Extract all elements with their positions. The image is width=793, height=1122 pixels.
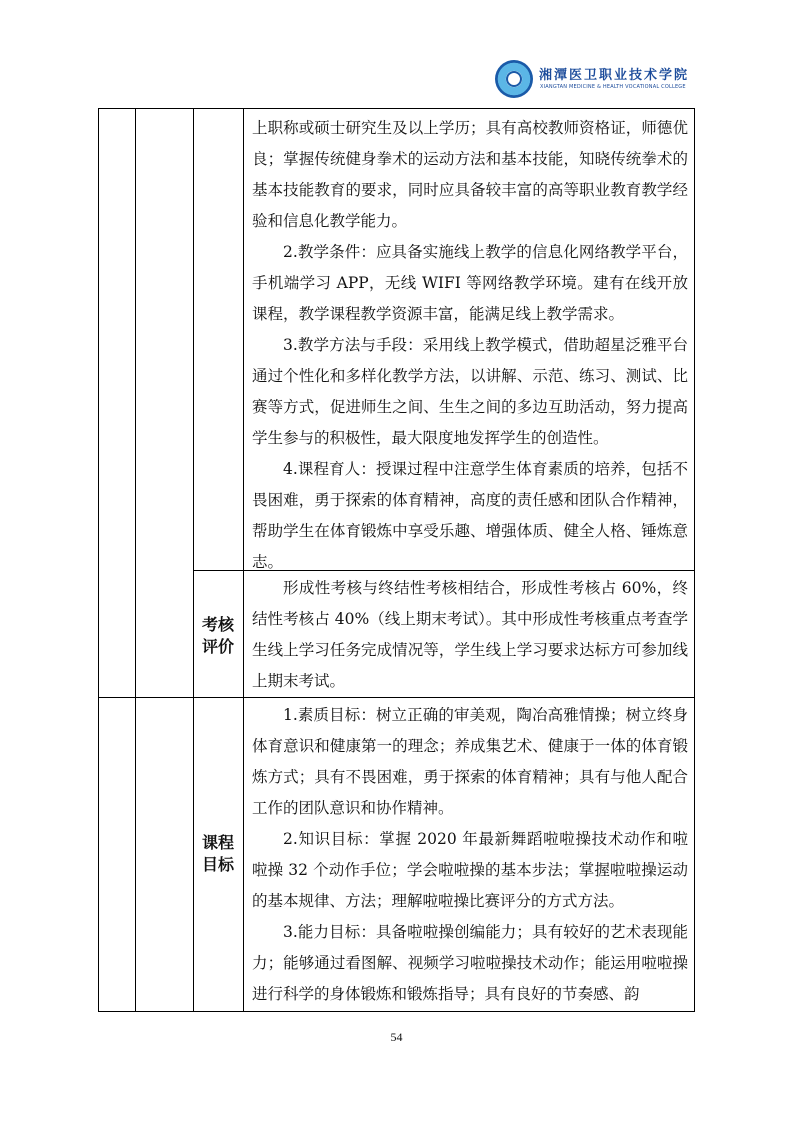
paragraph: 4.课程育人：授课过程中注意学生体育素质的培养，包括不畏困难，勇于探索的体育精神，高度的责任感和团队合作精神，帮助学生在体育锻炼中享受乐趣、增强体质、健全人格、锤炼意志。 <box>252 460 688 571</box>
table-border-right <box>694 108 695 1012</box>
assessment-label: 考核 评价 <box>201 615 234 656</box>
paragraph: 2.知识目标：掌握 2020 年最新舞蹈啦啦操技术动作和啦啦操 32 个动作手位；学会啦啦操的基本步法；掌握啦啦操运动的基本规律、方法；理解啦啦操比赛评分的方式方法。 <box>252 830 688 910</box>
table-divider-col1 <box>135 108 136 1012</box>
college-name: 湘潭医卫职业技术学院 <box>539 68 690 83</box>
table-border-bottom <box>98 1011 695 1012</box>
course-goals-label: 课程 目标 <box>201 833 234 874</box>
page-number: 54 <box>390 1030 403 1044</box>
paragraph: 3.教学方法与手段：采用线上教学模式，借助超星泛雅平台通过个性化和多样化教学方法，以讲解、示范、练习、测试、比赛等方式，促进师生之间、生生之间的多边互助活动，努力提高学生参与的积极性，最大限度地发挥学生的创造性。 <box>252 336 688 447</box>
table-divider-col3 <box>243 108 244 1012</box>
teaching-implementation-text <box>252 113 688 578</box>
paragraph: 形成性考核与终结性考核相结合，形成性考核占 60%，终结性考核占 40%（线上期末考试）。其中形成性考核重点考查学生线上学习任务完成情况等，学生线上学习要求达标方可参加线上期末考试。 <box>252 579 688 690</box>
assessment-text <box>252 573 688 697</box>
table-border-left <box>98 108 99 1012</box>
college-logo <box>495 60 690 100</box>
row-divider-goals <box>98 697 695 698</box>
table-divider-col2 <box>193 108 194 1012</box>
paragraph: 3.能力目标：具备啦啦操创编能力；具有较好的艺术表现能力；能够通过看图解、视频学习啦啦操技术动作；能运用啦啦操进行科学的身体锻炼和锻炼指导；具有良好的节奏感、韵 <box>252 923 688 1003</box>
college-name-en: XIANGTAN MEDICINE & HEALTH VOCATIONAL COLLEGE <box>540 84 686 90</box>
course-goals-text <box>252 700 688 1010</box>
paragraph: 上职称或硕士研究生及以上学历；具有高校教师资格证，师德优良；掌握传统健身拳术的运动方法和基本技能，知晓传统拳术的基本技能教育的要求，同时应具备较丰富的高等职业教育教学经验和信息化教学能力。 <box>252 119 688 230</box>
college-emblem-icon <box>495 60 533 98</box>
paragraph: 2.教学条件：应具备实施线上教学的信息化网络教学平台，手机端学习 APP，无线 WIFI 等网络教学环境。建有在线开放课程，教学课程教学资源丰富，能满足线上教学需求。 <box>252 243 688 323</box>
paragraph: 1.素质目标：树立正确的审美观，陶冶高雅情操；树立终身体育意识和健康第一的理念；养成集艺术、健康于一体的体育锻炼方式；具有不畏困难，勇于探索的体育精神；具有与他人配合工作的团队意识和协作精神。 <box>252 706 688 817</box>
table-border-top <box>98 108 695 109</box>
